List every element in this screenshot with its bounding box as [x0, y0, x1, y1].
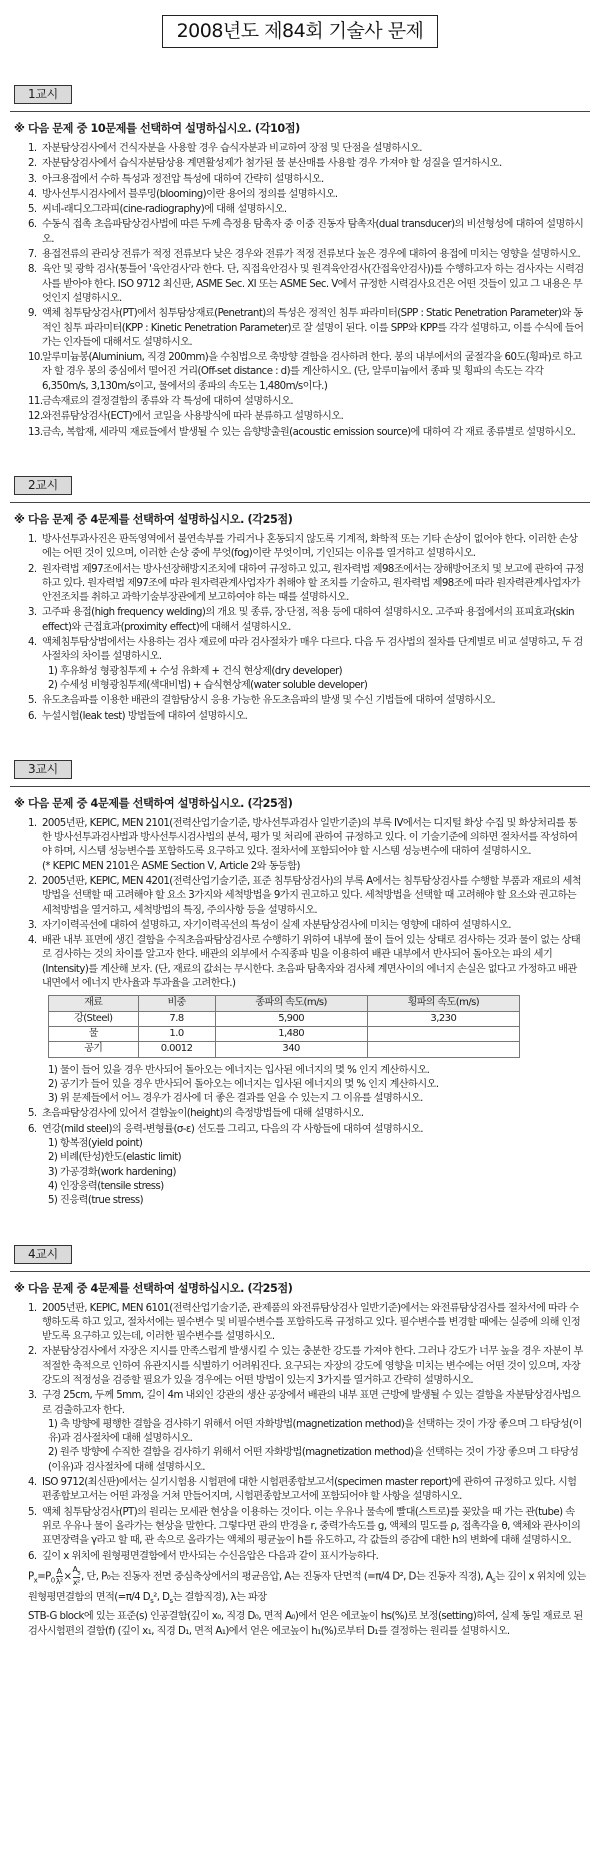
- session-divider: [10, 111, 590, 112]
- question-item: [28, 710, 584, 724]
- question-text: 알루미늄봉(Aluminium, 직경 200mm)을 수침법으로 축방향 결함을 검사하려 한다. 봉의 내부에서의 굴절각을 60도(횡파)로 하고자 할 경우 봉의 중심에서 떨어진 거리(Off-set distance : d)를 계산하시오. (단, 알루미늄에서 종파 및 횡파의 속도는 각각 6,350m/s, 3,130m/s이고, 물에서의 종파의 속도는 1,480m/s이다.): [42, 352, 582, 392]
- formula-rest2: , D는 진동자 직경), A: [403, 1571, 493, 1583]
- question-number: 1.: [28, 1302, 37, 1314]
- question-item: [28, 157, 584, 171]
- question-text: 자분탐상검사에서 습식자분탐상용 계면활성제가 첨가된 물 분산매를 사용할 경우 가져야 할 성질을 열거하시오.: [42, 158, 502, 170]
- question-text: 수동식 접촉 초음파탐상검사법에 따른 두께 측정용 탐촉자 중 이중 진동자 탐촉자(dual transducer)의 비선형성에 대하여 설명하시오.: [42, 219, 584, 245]
- fraction-denominator: λ²: [55, 1576, 63, 1586]
- question-number: 1.: [28, 533, 37, 545]
- question-item: [28, 203, 584, 217]
- table-row: [49, 1011, 520, 1026]
- question-text: 방사선투과사진은 판독영역에서 불연속부를 가리거나 혼동되지 않도록 기계적, 화학적 또는 기타 손상이 없어야 한다. 이러한 손상에는 어떤 것이 있으며, 이러한 손상 중에 무엇(fog)이란 무엇이며, 기인되는 이유를 열거하고 설명하시오.: [42, 533, 578, 560]
- question-item: [28, 188, 584, 202]
- table-row: [49, 1026, 520, 1041]
- sub-question: 1) 후유화성 형광침투제 + 수성 유화제 + 건식 현상제(dry developer): [48, 665, 343, 677]
- question-number: 7.: [28, 249, 37, 261]
- session-instruction: ※ 다음 문제 중 4문제를 선택하여 설명하십시오. (각25점): [14, 512, 293, 526]
- question-text: 초음파탐상검사에 있어서 결함높이(height)의 측정방법들에 대해 설명하시오.: [42, 1108, 364, 1120]
- table-cell: 1.0: [138, 1026, 215, 1041]
- question-number: 13.: [28, 426, 43, 438]
- question-number: 2.: [28, 563, 37, 575]
- question-list: [28, 142, 584, 440]
- question-number: 2.: [28, 158, 37, 170]
- question-number: 3.: [28, 919, 37, 931]
- question-number: 4.: [28, 935, 37, 947]
- question-number: 4.: [28, 188, 37, 200]
- question-text: 2005년판, KEPIC, MEN 6101(전력산업기술기준, 관제품의 와전류탐상검사 일반기준)에서는 와전류탐상검사를 절차서에 따라 수행하도록 하고 있고, 절차서에는 필수변수 및 비필수변수를 포함하도록 규정하고 있다. 필수변수를 변경할 때에는 실증에 의해 인정받도록 요구하고 있는데, 이러한 필수변수를 설명하시오.: [42, 1302, 581, 1343]
- question-item: [28, 919, 584, 933]
- question-item: [28, 1302, 584, 1345]
- question-number: 6.: [28, 219, 37, 231]
- question-number: 4.: [28, 637, 37, 649]
- formula-frac-2: [73, 1565, 81, 1588]
- question-item: [28, 218, 584, 247]
- formula-eq: =P: [37, 1571, 51, 1583]
- sessions-container: [0, 85, 600, 1639]
- question-text: 구경 25cm, 두께 5mm, 길이 4m 내외인 강관의 생산 공장에서 배관의 내부 표면 근방에 발생될 수 있는 결함을 자분탐상검사법으로 검출하고자 한다.: [42, 1390, 581, 1416]
- session-divider: [10, 502, 590, 503]
- session-label: 1교시: [14, 85, 72, 104]
- formula-ds-sub-2: s: [169, 1597, 173, 1606]
- question-number: 5.: [28, 1108, 37, 1120]
- question-text: 2005년판, KEPIC, MEN 4201(전력산업기술기준, 표준 침투탐상검사)의 부록 A에서는 침투탐상검사를 수행할 부품과 재료의 세척 방법을 선택할 때 고려해야 할 요소 3가지와 세척방법을 9가지 권고하고 있다. 세척방법을 선택할 때 고려해야 할 요소와 권고하는 세척방법을 열거하고, 세척방법의 특징, 주의사항 등을 설명하시오.: [42, 875, 582, 916]
- sub-question: 1) 물이 들어 있을 경우 반사되어 돌아오는 에너지는 입사된 에너지의 몇 % 인지 계산하시오.: [48, 1064, 430, 1076]
- formula-frac-1: [56, 1567, 63, 1586]
- question-list: [28, 533, 584, 724]
- question-list: [28, 1302, 584, 1564]
- question-item: [28, 817, 584, 874]
- fraction-numerator: A: [56, 1566, 62, 1576]
- question-item: [28, 395, 584, 409]
- table-header-row: [49, 996, 520, 1011]
- sub-question-list: [48, 1418, 584, 1475]
- session-header: [14, 760, 590, 779]
- question-text: 액체침투탐상법에서는 사용하는 검사 재료에 따라 검사절차가 매우 다르다. 다음 두 검사법의 절차를 단계별로 비교 설명하고, 두 검사절차의 차이를 설명하시오.: [42, 637, 583, 663]
- question-number: 2.: [28, 875, 37, 887]
- question-list: [28, 817, 584, 1209]
- question-number: 1.: [28, 143, 37, 154]
- formula-times: ×: [63, 1571, 72, 1583]
- sub-question: 5) 진응력(true stress): [48, 1195, 144, 1207]
- question-number: 5.: [28, 1506, 37, 1518]
- question-item: [28, 263, 584, 306]
- formula-lhs: P: [28, 1571, 34, 1583]
- question-text: 자기이력곡선에 대하여 설명하고, 자기이력곡선의 특성이 실제 자분탐상검사에 미치는 영향에 대하여 설명하시오.: [42, 919, 511, 931]
- question-number: 3.: [28, 607, 37, 619]
- session-instruction: ※ 다음 문제 중 4문제를 선택하여 설명하십시오. (각25점): [14, 796, 293, 810]
- question-item: [28, 1550, 584, 1564]
- question-number: 3.: [28, 173, 37, 185]
- question-item: [28, 875, 584, 918]
- table-cell: 340: [215, 1042, 367, 1057]
- table-header-cell: 종파의 속도(m/s): [215, 996, 367, 1011]
- question-item: [28, 563, 584, 606]
- question-text: 와전류탐상검사(ECT)에서 코일을 사용방식에 따라 분류하고 설명하시오.: [42, 411, 344, 423]
- page-title: 2008년도 제84회 기술사 문제: [162, 15, 439, 48]
- question-text: 자분탐상검사에서 건식자분을 사용할 경우 습식자분과 비교하여 장점 및 단점을 설명하시오.: [42, 143, 422, 154]
- question-item: [28, 351, 584, 394]
- question-number: 2.: [28, 1346, 37, 1358]
- question-number: 9.: [28, 308, 37, 320]
- table-header-cell: 비중: [138, 996, 215, 1011]
- question-text: 액체 침투탐상검사(PT)의 원리는 모세관 현상을 이용하는 것이다. 이는 우유나 물속에 빨대(스트로)를 꽂았을 때 가는 관(tube) 속 위로 우유나 물이 올라가는 현상을 말한다. 그렇다면 관의 반경을 r, 중력가속도를 g, 액체의 밀도를 ρ, 접촉각을 θ, 액체와 관사이의 표면장력을 γ라고 할 때, 관 속으로 올라가는 액체의 평균높이 h를 유도하고, 각 값들의 증감에 대한 h의 변화에 대해 설명하시오.: [42, 1506, 581, 1547]
- question-item: [28, 1506, 584, 1549]
- session-section: [0, 760, 600, 1209]
- session-header: [14, 1245, 590, 1264]
- final-paragraph: STB-G block에 있는 표준(s) 인공결함(깊이 x₀, 직경 D₀, 면적 A₀)에서 얻은 에코높이 hs(%)로 보정(setting)하여, 실제 동일 재료로 된 검사시험편의 결함(f) (깊이 x₁, 직경 D₁, 면적 A₁)에서 얻은 에코높이 h₁(%)로부터 D₁를 결정하는 원리를 설명하시오.: [28, 1611, 583, 1637]
- session-divider: [10, 786, 590, 787]
- sub-question: 2) 원주 방향에 수직한 결함을 검사하기 위해서 어떤 자화방법(magnetization method)을 선택하는 것이 가장 좋으며 그 타당성(이유)과 검사절차에 대해 설명하시오.: [48, 1447, 579, 1473]
- table-cell: 7.8: [138, 1011, 215, 1026]
- formula-rest4: ², D: [153, 1592, 170, 1604]
- table-cell: 강(Steel): [49, 1011, 139, 1026]
- sub-question-list: [48, 1137, 584, 1208]
- table-cell: 0.0012: [138, 1042, 215, 1057]
- question-item: [28, 606, 584, 635]
- fraction-numerator: $A_s$: [72, 1564, 81, 1577]
- question-text: 금속, 복합재, 세라믹 재료들에서 발생될 수 있는 음향방출원(acoustic emission source)에 대하여 각 재료 종류별로 설명하시오.: [42, 426, 576, 438]
- session-header: [14, 85, 590, 104]
- question-note: (* KEPIC MEN 2101은 ASME Section V, Article 2와 동등함): [42, 860, 300, 872]
- fraction-denominator: x²: [72, 1578, 80, 1588]
- question-text: 고주파 용접(high frequency welding)의 개요 및 종류, 장·단점, 적용 등에 대하여 설명하시오. 고주파 용접에서의 표피효과(skin effect)와 근접효과(proximity effect)에 대해서 설명하시오.: [42, 607, 574, 633]
- question-number: 6.: [28, 710, 37, 722]
- question-item: [28, 1345, 584, 1388]
- question-number: 6.: [28, 1550, 37, 1562]
- question-number: 5.: [28, 695, 37, 707]
- formula-as-sub: s: [492, 1576, 496, 1585]
- question-number: 10.: [28, 352, 43, 364]
- question-text: 연강(mild steel)의 응력-변형률(σ-ε) 선도를 그리고, 다음의 각 사항들에 대하여 설명하시오.: [42, 1123, 423, 1135]
- table-header-cell: 횡파의 속도(m/s): [367, 996, 519, 1011]
- question-text: 깊이 x 위치에 원형평면결함에서 반사되는 수신음압은 다음과 같이 표시가능하다.: [42, 1550, 379, 1562]
- session-label: 3교시: [14, 760, 72, 779]
- question-number: 5.: [28, 204, 37, 216]
- sub-question: 3) 가공경화(work hardening): [48, 1166, 176, 1178]
- question-item: [28, 173, 584, 187]
- sub-question-list: [48, 1064, 584, 1107]
- session-section: [0, 476, 600, 724]
- session-instruction: ※ 다음 문제 중 10문제를 선택하여 설명하십시오. (각10점): [14, 122, 300, 135]
- question-text: 누설시험(leak test) 방법들에 대하여 설명하시오.: [42, 710, 248, 722]
- table-cell: 공기: [49, 1042, 139, 1057]
- question-item: [28, 533, 584, 562]
- question-text: 2005년판, KEPIC, MEN 2101(전력산업기술기준, 방사선투과검사 일반기준)의 부록 IV에서는 디지털 화상 수집 및 화상처리를 통한 방사선투과검사법과 방사선투시검사법의 분석, 평가 및 처리에 관하여 규정하고 있다. 이 기술기준에 의하면 절차서를 작성하여야 하며, 시스템 성능변수를 포함하도록 요구하고 있다. 절차서에 포함되어야 할 시스템 성능변수에 대하여 설명하시오.: [42, 817, 578, 858]
- material-table: [48, 995, 520, 1057]
- question-item: [28, 307, 584, 350]
- question-text: ISO 9712(최신판)에서는 실기시험용 시험편에 대한 시험편종합보고서(specimen master report)에 관하여 규정하고 있다. 시험편종합보고서는 어떤 과정을 거쳐 만들어지며, 시험편종합보고서에 포함되어야 할 사항을 설명하시오.: [42, 1477, 577, 1503]
- question-item: [28, 636, 584, 693]
- question-text: 원자력법 제97조에서는 방사선장해방지조치에 대하여 규정하고 있고, 원자력법 제98조에서는 장해방어조치 및 보고에 관하여 규정하고 있다. 원자력법 제97조에 따라 원자력관계사업자가 취해야 할 조치를 기술하고, 원자력법 제98조에 따라 원자력관계사업자가 안전조치를 취하고 과학기술부장관에게 보고하여야 하는 때를 설명하시오.: [42, 563, 584, 604]
- question-text: 방사선투시검사에서 블루밍(blooming)이란 용어의 정의를 설명하시오.: [42, 188, 338, 200]
- formula-lhs-sub: x: [33, 1576, 38, 1585]
- table-cell: 5,900: [215, 1011, 367, 1026]
- sub-question: 2) 비례(탄성)한도(elastic limit): [48, 1152, 182, 1164]
- session-label: 4교시: [14, 1245, 72, 1264]
- sub-question: 1) 항복점(yield point): [48, 1138, 143, 1150]
- question-number: 8.: [28, 264, 37, 276]
- title-area: [0, 15, 600, 55]
- question-item: [28, 426, 584, 440]
- sub-question: 4) 인장응력(tensile stress): [48, 1180, 164, 1192]
- question-text: 액체 침투탐상검사(PT)에서 침투탐상재료(Penetrant)의 특성은 정적인 침투 파라미터(SPP : Static Penetration Parameter)와 동적인 침투 파라미터(KPP : Kinetic Penetration Parameter)로 잘 설명이 된다. 이를 SPP와 KPP를 각각 설명하고, 이를 수식에 들어가는 인자들에 대해서도 설명하시오.: [42, 308, 584, 348]
- question-number: 1.: [28, 817, 37, 829]
- table-cell: 3,230: [367, 1011, 519, 1026]
- question-text: 유도초음파를 이용한 배관의 결함탐상시 응용 가능한 유도초음파의 발생 및 수신 기법들에 대하여 설명하시오.: [42, 695, 496, 707]
- formula-block: [28, 1565, 590, 1610]
- question-item: [28, 1123, 584, 1209]
- question-item: [28, 934, 584, 1106]
- question-text: 육안 및 광학 검사(통틀어 '육안검사'라 한다. 단, 직접육안검사 및 원격육안검사(간접육안검사))를 수행하고자 하는 검사자는 시력검사를 받아야 한다. ISO 9712 최신판, ASME Sec. XI 또는 ASME Sec. V에서 규정한 시력검사요건은 어떤 것들이 있고 그 내용은 무엇인지 설명하시오.: [42, 264, 584, 304]
- sub-question: 2) 수세성 비형광침투제(색대비법) + 습식현상제(water soluble developer): [48, 679, 368, 691]
- table-cell: 1,480: [215, 1026, 367, 1041]
- formula-p-sub: 0: [50, 1576, 55, 1585]
- formula-area2: π/4 D: [125, 1592, 151, 1604]
- session-section: [0, 85, 600, 440]
- sub-question: 1) 축 방향에 평행한 결함을 검사하기 위해서 어떤 자화방법(magnetization method)을 선택하는 것이 가장 좋으며 그 타당성(이유)과 검사절차에 대해 설명하시오.: [48, 1418, 582, 1445]
- session-label: 2교시: [14, 476, 72, 495]
- question-item: [28, 694, 584, 708]
- question-item: [28, 1389, 584, 1475]
- session-section: [0, 1245, 600, 1639]
- question-text: 아크용접에서 수하 특성과 정전압 특성에 대하여 간략히 설명하시오.: [42, 173, 324, 185]
- question-number: 11.: [28, 396, 43, 408]
- table-row: [49, 1042, 520, 1057]
- session-header: [14, 476, 590, 495]
- question-number: 6.: [28, 1123, 37, 1135]
- fraction-numerator-sub: s: [77, 1569, 81, 1577]
- question-text: 금속재료의 결정결함의 종류와 각 특성에 대하여 설명하시오.: [42, 396, 294, 408]
- question-item: [28, 1476, 584, 1505]
- question-number: 3.: [28, 1390, 37, 1402]
- table-cell: [367, 1042, 519, 1057]
- question-number: 4.: [28, 1477, 37, 1489]
- session-instruction: ※ 다음 문제 중 4문제를 선택하여 설명하십시오. (각25점): [14, 1281, 293, 1295]
- formula-rest5: 는 결함직경), λ는 파장: [172, 1592, 267, 1604]
- sub-question: 3) 위 문제들에서 어느 경우가 검사에 더 좋은 결과를 얻을 수 있는지 그 이유를 설명하시오.: [48, 1093, 423, 1105]
- sub-question-list: [48, 665, 584, 694]
- question-text: 용접전류의 관리상 전류가 적정 전류보다 낮은 경우와 전류가 적정 전류보다 높은 경우에 대하여 용접에 미치는 영향을 설명하시오.: [42, 249, 581, 261]
- formula-rest: , 단, P₀는 진동자 전면 중심축상에서의 평균음압, A는 진동자 단면적 (=: [81, 1571, 376, 1583]
- formula-ds-sub: s: [150, 1597, 154, 1606]
- question-item: [28, 1107, 584, 1121]
- table-header-cell: 재료: [49, 996, 139, 1011]
- question-text: 배관 내부 표면에 생긴 결함을 수직초음파탐상검사로 수행하기 위하여 내부에 물이 들어 있는 상태로 검사하는 것과 물이 없는 상태로 검사하는 것의 차이를 알고자 한다. 배관의 외부에서 수직종파 빔을 이용하여 배관 내부에서 반사되어 돌아오는 파의 세기(Intensity)를 계산해 보자. (단, 재료의 값쇠는 무시한다. 초음파 탐촉자와 검사체 계면사이의 에너지 손실은 없다고 가정하고 배관 내면에서 에너지 반사율과 투과율을 고려한다.): [42, 935, 581, 990]
- question-item: [28, 248, 584, 262]
- table-cell: [367, 1026, 519, 1041]
- sub-question: 2) 공기가 들어 있을 경우 반사되어 돌아오는 에너지는 입사된 에너지의 몇 % 인지 계산하시오.: [48, 1078, 439, 1090]
- question-text: 씨네-래디오그라피(cine-radiography)에 대해 설명하시오.: [42, 204, 287, 216]
- formula-area: π/4 D²: [375, 1571, 404, 1583]
- question-item: [28, 410, 584, 424]
- formula-rest3: 는 깊이 x 위치에 있는 원형평면결함의 면적(=: [28, 1571, 586, 1604]
- table-cell: 물: [49, 1026, 139, 1041]
- session-divider: [10, 1271, 590, 1272]
- question-number: 12.: [28, 411, 43, 423]
- question-text: 자분탐상검사에서 자장은 지시를 만족스럽게 발생시킬 수 있는 충분한 강도를 가져야 한다. 그러나 강도가 너무 높을 경우 자분이 부적절한 축적으로 인하여 유관지시를 식별하기 어려워진다. 요구되는 자장의 강도에 영향을 미치는 변수에는 어떤 것이 있으며, 자장 강도의 적정성을 검증할 필요가 있을 경우에는 어떤 방법이 있는지 3가지를 열거하고 간략히 설명하시오.: [42, 1346, 583, 1386]
- question-item: [28, 142, 584, 156]
